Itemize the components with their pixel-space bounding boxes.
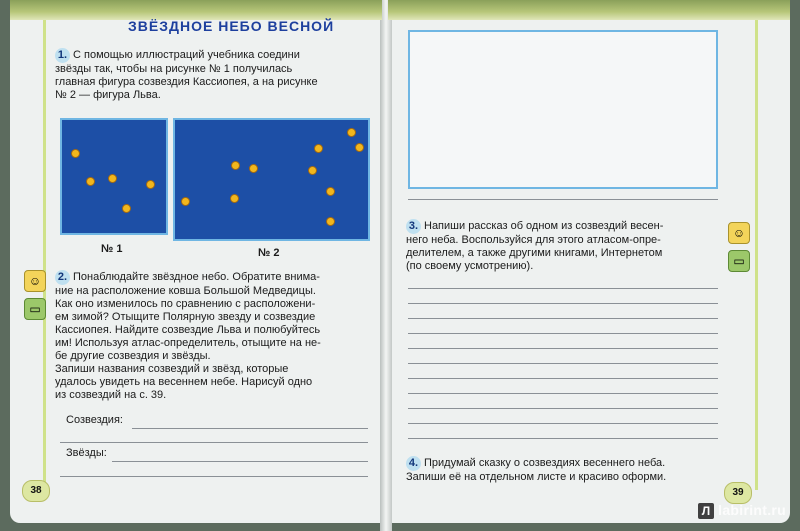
left-top-decoration bbox=[10, 0, 382, 20]
answer-line[interactable] bbox=[60, 476, 368, 477]
task-number: 4. bbox=[406, 456, 421, 471]
page-number-left: 38 bbox=[22, 480, 50, 502]
task-2-line-1: Понаблюдайте звёздное небо. Обратите внима- bbox=[73, 271, 320, 283]
figure-2-label: № 2 bbox=[258, 247, 280, 259]
task-number: 1. bbox=[55, 48, 70, 63]
person-icon: ☺ bbox=[28, 274, 42, 288]
task-4 bbox=[406, 456, 724, 484]
star[interactable] bbox=[231, 161, 240, 170]
star[interactable] bbox=[86, 177, 95, 186]
task-2-line-10: из созвездий на с. 39. bbox=[55, 389, 167, 401]
answer-line[interactable] bbox=[60, 442, 368, 443]
star[interactable] bbox=[122, 204, 131, 213]
book-icon bbox=[728, 250, 750, 272]
observe-icon bbox=[728, 222, 750, 244]
task-2-line-5: Кассиопея. Найдите созвездие Льва и полюбуйтесь bbox=[55, 324, 321, 336]
task-2 bbox=[55, 270, 375, 402]
task-number: 3. bbox=[406, 219, 421, 234]
task-2-line-9: удалось увидеть на весеннем небе. Нарисуй одно bbox=[55, 376, 313, 388]
star[interactable] bbox=[347, 128, 356, 137]
star[interactable] bbox=[308, 166, 317, 175]
star[interactable] bbox=[249, 164, 258, 173]
right-top-decoration bbox=[388, 0, 790, 20]
watermark-text: labirint.ru bbox=[718, 502, 786, 518]
task-3-line-2: него неба. Воспользуйся для этого атласом-опре- bbox=[406, 234, 661, 246]
star[interactable] bbox=[181, 197, 190, 206]
task-3-line-3: делителем, а также другими книгами, Интернетом bbox=[406, 247, 663, 259]
writing-line[interactable] bbox=[408, 318, 718, 319]
star[interactable] bbox=[146, 180, 155, 189]
answer-line[interactable] bbox=[408, 199, 718, 200]
star[interactable] bbox=[108, 174, 117, 183]
writing-line[interactable] bbox=[408, 288, 718, 289]
task-1-line-3: главная фигура созвездия Кассиопея, а на рисунке bbox=[55, 76, 318, 88]
task-2-line-6: им! Используя атлас-определитель, отыщите на не- bbox=[55, 337, 321, 349]
writing-line[interactable] bbox=[408, 333, 718, 334]
task-1-line-1: С помощью иллюстраций учебника соедини bbox=[73, 49, 300, 61]
right-margin-line bbox=[755, 20, 758, 490]
star[interactable] bbox=[71, 149, 80, 158]
star[interactable] bbox=[230, 194, 239, 203]
figure-1-label: № 1 bbox=[101, 243, 123, 255]
page-number-right: 39 bbox=[724, 482, 752, 504]
left-margin-line bbox=[43, 20, 46, 490]
star-panel-2[interactable] bbox=[173, 118, 370, 241]
star[interactable] bbox=[326, 217, 335, 226]
stars-label: Звёзды: bbox=[66, 447, 107, 459]
writing-line[interactable] bbox=[408, 438, 718, 439]
task-2-line-7: бе другие созвездия и звёзды. bbox=[55, 350, 211, 362]
task-3-line-4: (по своему усмотрению). bbox=[406, 260, 534, 272]
task-3-line-1: Напиши рассказ об одном из созвездий весен- bbox=[424, 220, 664, 232]
writing-line[interactable] bbox=[408, 303, 718, 304]
writing-line[interactable] bbox=[408, 348, 718, 349]
task-4-line-2: Запиши её на отдельном листе и красиво оформи. bbox=[406, 471, 667, 483]
watermark-logo-icon: Л bbox=[698, 503, 714, 519]
book-spine bbox=[380, 0, 392, 531]
writing-line[interactable] bbox=[408, 393, 718, 394]
task-1-line-2: звёзды так, чтобы на рисунке № 1 получилась bbox=[55, 63, 293, 75]
task-2-line-8: Запиши названия созвездий и звёзд, которые bbox=[55, 363, 289, 375]
writing-line[interactable] bbox=[408, 378, 718, 379]
task-1-line-4: № 2 — фигура Льва. bbox=[55, 89, 161, 101]
open-book-icon: ▭ bbox=[733, 254, 745, 268]
watermark bbox=[698, 502, 786, 519]
task-number: 2. bbox=[55, 270, 70, 285]
constellations-answer-line[interactable] bbox=[132, 428, 368, 429]
stars-answer-line[interactable] bbox=[112, 461, 368, 462]
writing-line[interactable] bbox=[408, 408, 718, 409]
observe-icon bbox=[24, 270, 46, 292]
task-2-line-2: ние на расположение ковша Большой Медведицы. bbox=[55, 285, 316, 297]
task-4-line-1: Придумай сказку о созвездиях весеннего неба. bbox=[424, 457, 666, 469]
task-2-line-3: Как оно изменилось по сравнению с расположени- bbox=[55, 298, 316, 310]
constellations-label: Созвездия: bbox=[66, 414, 123, 426]
person-icon: ☺ bbox=[732, 226, 746, 240]
star[interactable] bbox=[326, 187, 335, 196]
page-title: ЗВЁЗДНОЕ НЕБО ВЕСНОЙ bbox=[128, 18, 335, 34]
star-panel-1[interactable] bbox=[60, 118, 168, 235]
star[interactable] bbox=[355, 143, 364, 152]
star[interactable] bbox=[314, 144, 323, 153]
task-2-line-4: ем зимой? Отыщите Полярную звезду и созвездие bbox=[55, 311, 316, 323]
task-3 bbox=[406, 219, 724, 273]
open-book-icon: ▭ bbox=[29, 302, 41, 316]
writing-line[interactable] bbox=[408, 423, 718, 424]
drawing-frame[interactable] bbox=[408, 30, 718, 189]
book-icon bbox=[24, 298, 46, 320]
task-1 bbox=[55, 48, 373, 102]
writing-line[interactable] bbox=[408, 363, 718, 364]
